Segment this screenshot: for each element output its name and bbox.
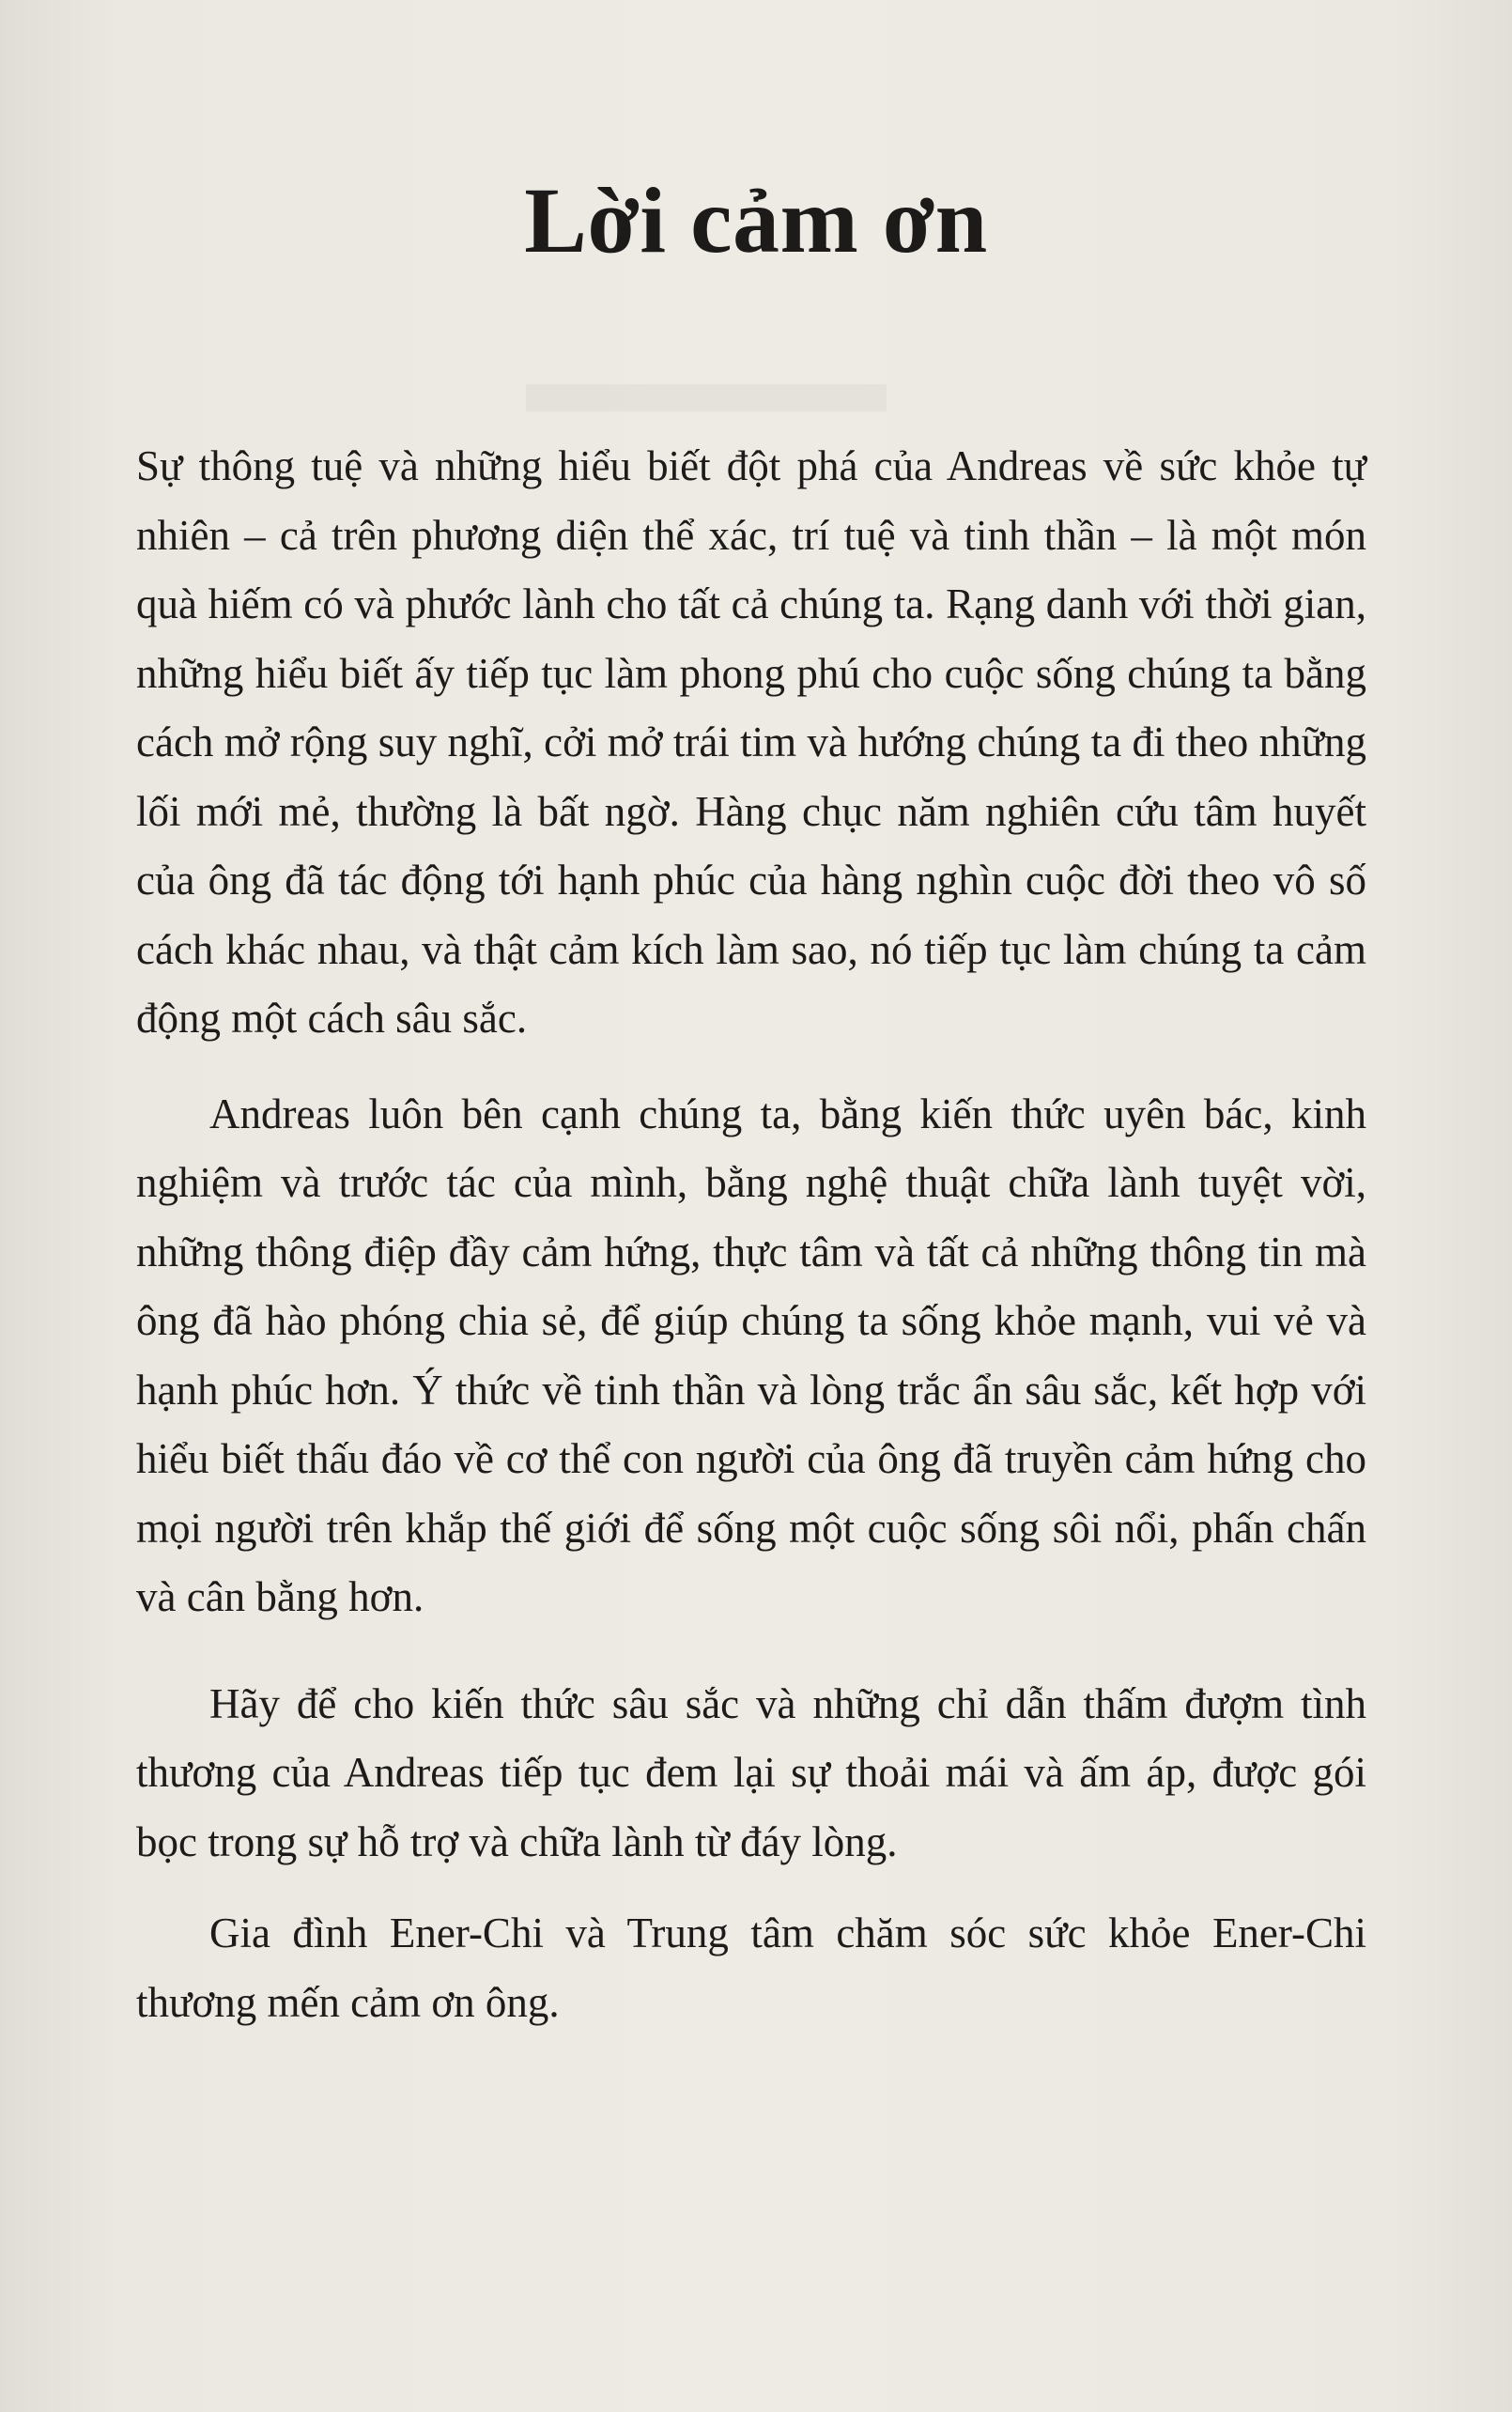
page-body [136, 432, 1366, 2037]
paragraph-1: Sự thông tuệ và những hiểu biết đột phá của Andreas về sức khỏe tự nhiên – cả trên phương diện thể xác, trí tuệ và tinh thần – là một món quà hiếm có và phước lành cho tất cả chúng ta. Rạng danh với thời gian, những hiểu biết ấy tiếp tục làm phong phú cho cuộc sống chúng ta bằng cách mở rộng suy nghĩ, cởi mở trái tim và hướng chúng ta đi theo những lối mới mẻ, thường là bất ngờ. Hàng chục năm nghiên cứu tâm huyết của ông đã tác động tới hạnh phúc của hàng nghìn cuộc đời theo vô số cách khác nhau, và thật cảm kích làm sao, nó tiếp tục làm chúng ta cảm động một cách sâu sắc. [136, 442, 1366, 1042]
bleed-through-shadow [526, 329, 887, 433]
paragraph-4: Gia đình Ener-Chi và Trung tâm chăm sóc sức khỏe Ener-Chi thương mến cảm ơn ông. [136, 1910, 1366, 2026]
page-title: Lời cảm ơn [524, 168, 988, 272]
paragraph-3: Hãy để cho kiến thức sâu sắc và những chỉ dẫn thấm đượm tình thương của Andreas tiếp tục đem lại sự thoải mái và ấm áp, được gói bọc trong sự hỗ trợ và chữa lành từ đáy lòng. [136, 1679, 1366, 1865]
paragraph-2: Andreas luôn bên cạnh chúng ta, bằng kiến thức uyên bác, kinh nghiệm và trước tác của mình, bằng nghệ thuật chữa lành tuyệt vời, những thông điệp đầy cảm hứng, thực tâm và tất cả những thông tin mà ông đã hào phóng chia sẻ, để giúp chúng ta sống khỏe mạnh, vui vẻ và hạnh phúc hơn. Ý thức về tinh thần và lòng trắc ẩn sâu sắc, kết hợp với hiểu biết thấu đáo về cơ thể con người của ông đã truyền cảm hứng cho mọi người trên khắp thế giới để sống một cuộc sống sôi nổi, phấn chấn và cân bằng hơn. [136, 1090, 1366, 1620]
